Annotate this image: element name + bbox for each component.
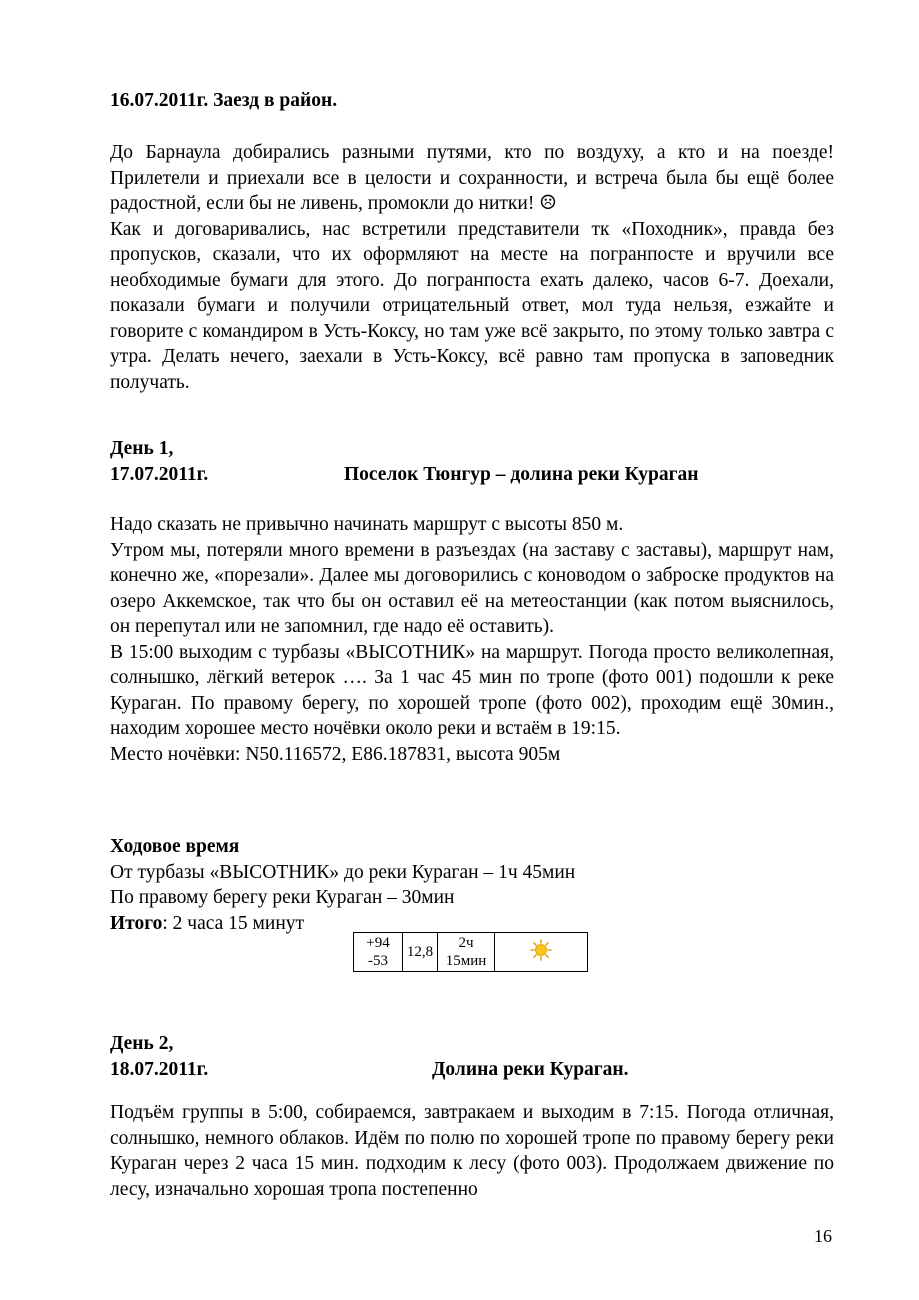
day1-paragraph-1: Надо сказать не привычно начинать маршрут с высоты 850 м. — [110, 514, 624, 535]
day1-paragraph-3: В 15:00 выходим с турбазы «ВЫСОТНИК» на маршрут. Погода просто великолепная, солнышко, лёгкий ветерок …. За 1 час 45 мин по тропе (фото 001) подошли к реке Кураган. По правому берегу, по хорошей тропе (фото 002), проходим ещё 30мин., находим хорошее место ночёвки около реки и встаём в 19:15. — [110, 641, 834, 739]
walking-line-2: По правому берегу реки Кураган – 30мин — [110, 887, 455, 908]
day2-label: День 2, — [110, 1033, 174, 1054]
arrival-heading: 16.07.2011г. Заезд в район. — [110, 90, 338, 111]
arrival-paragraph-2: Как и договаривались, нас встретили представители тк «Походник», правда без пропусков, сказали, что их оформляют на месте на погранпосте и вручили все необходимые бумаги для этого. До погранпоста ехать далеко, часов 6-7. Доехали, показали бумаги и получили отрицательный ответ, мол туда нельзя, езжайте и говорите с командиром в Усть-Коксу, но там уже всё закрыто, по этому только завтра с утра. Делать нечего, заехали в Усть-Коксу, всё равно там пропуска в заповедник получать. — [110, 218, 834, 393]
day1-label: День 1, — [110, 438, 174, 459]
day1-header — [110, 436, 834, 487]
arrival-body — [110, 140, 834, 395]
day2-route: Долина реки Кураган. — [432, 1058, 629, 1080]
day1-body — [110, 512, 834, 767]
day1-paragraph-4: Место ночёвки: N50.116572, E86.187831, высота 905м — [110, 743, 561, 765]
day1-paragraph-2: Утром мы, потеряли много времени в разъездах (на заставу с заставы), маршрут нам, конечно же, «порезали». Далее мы договорились с коноводом о заброске продуктов на озеро Аккемское, так что бы он оставил её на метеостанции (как потом выяснилось, он перепутал или не запомнил, где надо её оставить). — [110, 539, 834, 637]
day2-date-row — [110, 1057, 834, 1083]
time-minutes: 15мин — [445, 953, 487, 969]
page-number: 16 — [814, 1226, 832, 1246]
elevation-cell — [354, 933, 403, 972]
time-hours: 2ч — [458, 935, 474, 951]
elevation-gain: +94 — [366, 935, 390, 951]
arrival-paragraph-1: До Барнаула добирались разными путями, кто по воздуху, а кто и на поезде! Прилетели и приехали все в целости и сохранности, и встреча была бы ещё более радостной, если бы не ливень, промокли до нитки! ☹ — [110, 142, 834, 214]
walking-line-1: От турбазы «ВЫСОТНИК» до реки Кураган – 1ч 45мин — [110, 861, 576, 883]
day1-walking-time — [110, 834, 834, 936]
weather-cell — [495, 933, 588, 972]
sun-icon — [530, 939, 552, 961]
walking-time-heading: Ходовое время — [110, 836, 240, 857]
day2-header — [110, 1031, 834, 1082]
day1-route: Поселок Тюнгур – долина реки Кураган — [344, 463, 699, 485]
day1-date-row — [110, 462, 834, 488]
day1-summary-table — [353, 932, 588, 972]
total-label: Итого — [110, 912, 163, 934]
day1-date: 17.07.2011г. — [110, 463, 209, 485]
day2-body — [110, 1100, 834, 1202]
day2-date: 18.07.2011г. — [110, 1058, 209, 1080]
total-value: : 2 часа 15 минут — [162, 912, 305, 934]
elevation-loss: -53 — [368, 953, 388, 969]
distance-cell: 12,8 — [403, 933, 438, 972]
time-cell — [438, 933, 495, 972]
day2-paragraph-1: Подъём группы в 5:00, собираемся, завтракаем и выходим в 7:15. Погода отличная, солнышко, немного облаков. Идём по полю по хорошей тропе по правому берегу реки Кураган через 2 часа 15 мин. подходим к лесу (фото 003). Продолжаем движение по лесу, изначально хорошая тропа постепенно — [110, 1102, 834, 1200]
summary-row — [354, 933, 588, 972]
arrival-section — [110, 88, 834, 114]
